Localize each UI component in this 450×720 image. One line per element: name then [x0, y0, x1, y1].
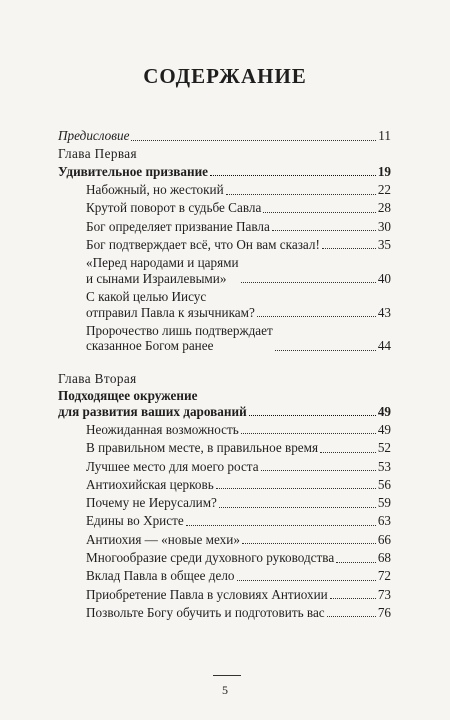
dot-leader — [131, 140, 376, 141]
toc-entry-label: Пророчество лишь подтверждает сказанное Богом ранее — [86, 322, 273, 354]
dot-leader — [241, 433, 376, 434]
dot-leader — [336, 562, 376, 563]
toc-entry-page: 28 — [377, 200, 391, 216]
toc-entry-label: Удивительное призвание — [58, 163, 209, 179]
toc-entry-page: 59 — [377, 495, 391, 511]
dot-leader — [210, 175, 376, 176]
toc-entry[interactable] — [86, 477, 391, 493]
toc-entry[interactable] — [86, 182, 391, 198]
toc-entry[interactable] — [86, 532, 391, 548]
dot-leader — [320, 452, 376, 453]
toc-entry-page: 35 — [377, 236, 391, 252]
dot-leader — [241, 282, 376, 283]
toc-entry[interactable] — [86, 550, 391, 566]
dot-leader — [272, 230, 376, 231]
toc-entry-page: 76 — [377, 604, 391, 620]
toc-entry-page: 49 — [377, 421, 391, 437]
toc-entry-label: Почему не Иерусалим? — [86, 495, 217, 511]
toc-entry-label: Бог подтверждает всё, что Он вам сказал! — [86, 236, 320, 252]
toc-entry-label: Приобретение Павла в условиях Антиохии — [86, 586, 328, 602]
toc-entry-label: Неожиданная возможность — [86, 421, 239, 437]
chapter-label: Глава Первая — [58, 146, 138, 162]
toc-entry-page: 66 — [377, 531, 391, 547]
toc-entry-page: 19 — [377, 163, 391, 179]
toc-entry-label: Едины во Христе — [86, 513, 184, 529]
toc-entry-page: 22 — [377, 182, 391, 198]
toc-entry[interactable] — [86, 200, 391, 216]
toc-entry-label: Предисловие — [58, 128, 130, 143]
toc-chapter-heading[interactable] — [58, 388, 391, 419]
dot-leader — [216, 488, 376, 489]
chapter-label: Глава Вторая — [58, 370, 137, 386]
page-title: СОДЕРЖАНИЕ — [143, 64, 307, 88]
toc-entry-page: 53 — [377, 458, 391, 474]
dot-leader — [275, 350, 376, 351]
toc-entry[interactable] — [86, 323, 391, 354]
toc-entry[interactable] — [86, 422, 391, 438]
dot-leader — [330, 598, 376, 599]
toc-entry-label: Вклад Павла в общее дело — [86, 568, 235, 584]
dot-leader — [237, 580, 376, 581]
toc-entry[interactable] — [86, 513, 391, 529]
toc-entry[interactable] — [86, 459, 391, 475]
toc-entry[interactable] — [86, 495, 391, 511]
dot-leader — [322, 248, 376, 249]
toc-entry-page: 63 — [377, 513, 391, 529]
toc-entry-preface[interactable] — [58, 128, 391, 144]
footer-divider — [213, 675, 241, 676]
dot-leader — [226, 194, 376, 195]
toc-entry-label: Крутой поворот в судьбе Савла — [86, 200, 262, 216]
toc-entry[interactable] — [86, 605, 391, 621]
toc-entry-label: Позвольте Богу обучить и подготовить вас — [86, 604, 325, 620]
toc-entry-label: Многообразие среди духовного руководства — [86, 550, 335, 566]
toc-entry-page: 72 — [377, 568, 391, 584]
dot-leader — [186, 525, 376, 526]
toc-chapter-heading[interactable] — [58, 164, 391, 180]
toc-entry-label: Антиохия — «новые мехи» — [86, 531, 240, 547]
toc-entry-page: 52 — [377, 440, 391, 456]
toc-entry-page: 30 — [377, 218, 391, 234]
toc-entry-page: 40 — [377, 270, 391, 286]
toc-entry-label: Лучшее место для моего роста — [86, 458, 259, 474]
toc-entry[interactable] — [86, 440, 391, 456]
toc-entry[interactable] — [86, 587, 391, 603]
toc-entry[interactable] — [86, 568, 391, 584]
toc-entry[interactable] — [86, 219, 391, 235]
dot-leader — [257, 316, 376, 317]
toc-entry-page: 11 — [378, 128, 391, 143]
toc-entry-label: Подходящее окружение для развития ваших дарований — [58, 388, 247, 419]
toc-entry-page: 49 — [377, 403, 391, 419]
dot-leader — [261, 470, 376, 471]
toc-entry-label: С какой целью Иисус отправил Павла к язычникам? — [86, 289, 255, 320]
toc-entry-page: 43 — [377, 304, 391, 320]
toc-entry-page: 68 — [377, 550, 391, 566]
toc-entry-label: Бог определяет призвание Павла — [86, 218, 270, 234]
toc-entry[interactable] — [86, 255, 391, 286]
dot-leader — [249, 415, 376, 416]
dot-leader — [327, 616, 376, 617]
toc-entry-label: «Перед народами и царями и сынами Израилевыми» — [86, 255, 239, 286]
toc-entry[interactable] — [86, 289, 391, 320]
toc-entry-page: 56 — [377, 476, 391, 492]
page-number: 5 — [222, 683, 228, 697]
toc-entry-label: Набожный, но жестокий — [86, 182, 224, 198]
toc-entry-label: В правильном месте, в правильное время — [86, 440, 319, 456]
dot-leader — [263, 212, 376, 213]
dot-leader — [242, 543, 376, 544]
table-of-contents — [58, 128, 391, 623]
toc-entry-page: 73 — [377, 586, 391, 602]
toc-entry-page: 44 — [377, 338, 391, 354]
toc-entry-label: Антиохийская церковь — [86, 476, 214, 492]
toc-entry[interactable] — [86, 237, 391, 253]
dot-leader — [219, 507, 376, 508]
